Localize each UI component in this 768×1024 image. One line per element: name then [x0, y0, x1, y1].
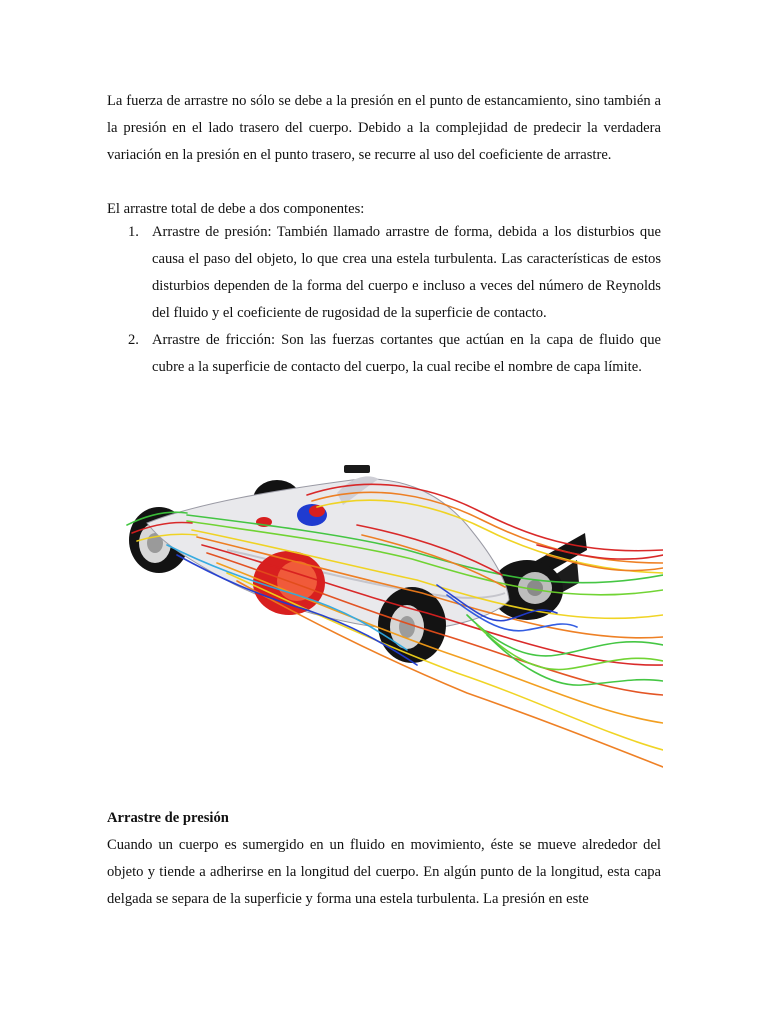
paragraph-intro: La fuerza de arrastre no sólo se debe a la presión en el punto de estancamiento, sino también a la presión en el lado trasero del cuerpo. Debido a la complejidad de predecir la verdadera variación en la presión en el punto trasero, se recurre al uso del coeficiente de arrastre. [107, 93, 661, 163]
section-heading: Arrastre de presión [107, 810, 229, 826]
list-text: Arrastre de presión: También llamado arrastre de forma, debida a los disturbios que causa el paso del objeto, lo que crea una estela turbulenta. Las características de estos disturbios dependen de la forma del cuerpo e incluso a veces del número de Reynolds del fluido y el coeficiente de rugosidad de la superficie de contacto. [152, 224, 661, 321]
list-number: 1. [128, 224, 139, 240]
list-item [107, 219, 661, 327]
list-text: Arrastre de fricción: Son las fuerzas cortantes que actúan en la capa de fluido que cubre a la superficie de contacto del cuerpo, la cual recibe el nombre de capa límite. [152, 332, 661, 375]
race-car-streamline-figure [107, 455, 663, 773]
list-number: 2. [128, 332, 139, 348]
drag-components-list [107, 219, 661, 381]
paragraph-pressure-drag: Cuando un cuerpo es sumergido en un fluido en movimiento, éste se mueve alrededor del objeto y tiende a adherirse en la longitud del cuerpo. En algún punto de la longitud, esta capa delgada se separa de la superficie y forma una estela turbulenta. La presión en este [107, 837, 661, 907]
race-car-illustration [107, 455, 663, 773]
paragraph-components: El arrastre total de debe a dos componentes: [107, 201, 365, 217]
list-item [107, 327, 661, 381]
